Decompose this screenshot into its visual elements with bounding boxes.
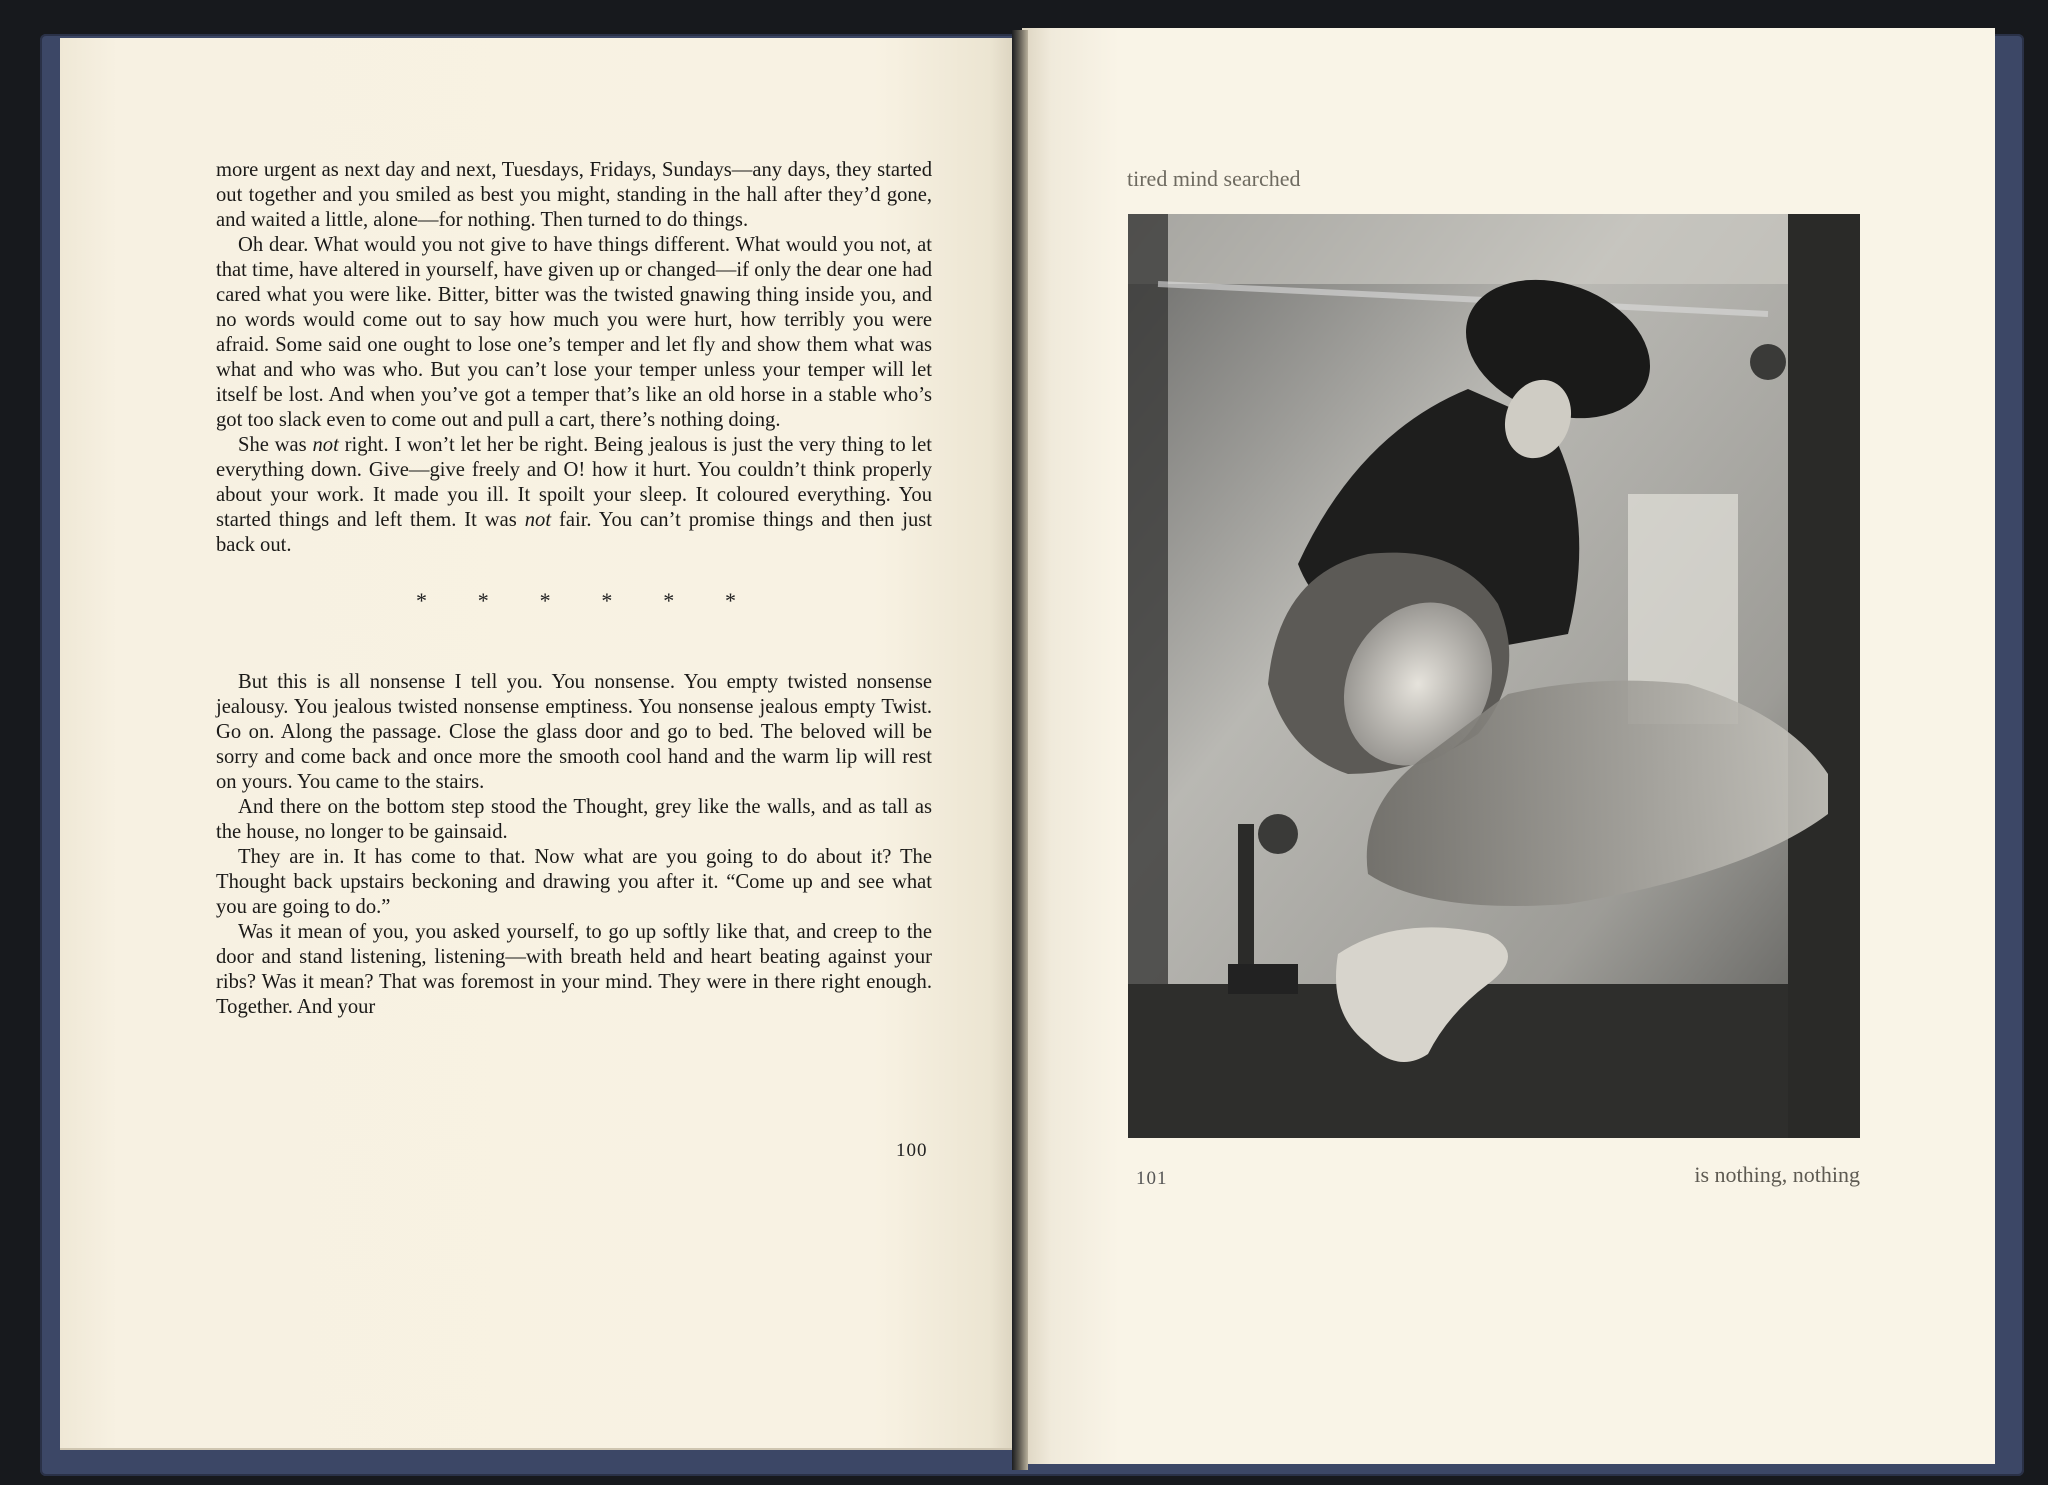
photomontage-image: [1128, 214, 1860, 1138]
paragraph: Was it mean of you, you asked yourself, to go up softly like that, and creep to the door and stand listening, listening—with breath held and heart beating against your ribs? Was it mean? That was foremost in your mind. They were in there right enough. Together. And your: [216, 921, 932, 1018]
paragraph: They are in. It has come to that. Now what are you going to do about it? The Thought back upstairs beckoning and drawing you after it. “Come up and see what you are going to do.”: [216, 846, 932, 918]
paragraph: She was not right. I won’t let her be right. Being jealous is just the very thing to let everything down. Give—give freely and O! how it hurt. You couldn’t think properly about your work. It made you ill. It spoilt your sleep. It coloured everything. You started things and left them. It was not fair. You can’t promise things and then just back out.: [216, 434, 933, 556]
asterisk: *: [663, 588, 675, 613]
photo-caption-top: tired mind searched: [1127, 166, 1301, 191]
asterisk: *: [539, 588, 551, 613]
paragraph: And there on the bottom step stood the Thought, grey like the walls, and as tall as the house, no longer to be gainsaid.: [216, 796, 932, 843]
paragraph: Oh dear. What would you not give to have things different. What would you not, at that time, have altered in yourself, have given up or changed—if only the dear one had cared what you were like. Bitter, bitter was the twisted gnawing thing inside you, and no words would come out to say how much you were hurt, how terribly you were afraid. Some said one ought to lose one’s temper and let fly and show them what was what and who was who. But you can’t lose your temper unless your temper will let itself be lost. And when you’ve got a temper that’s like an old horse in a stable who’s got too slack even to come out and pull a cart, there’s nothing doing.: [216, 234, 932, 431]
asterisk: *: [601, 588, 613, 613]
asterisk: *: [724, 588, 736, 613]
page-number-right: 101: [1136, 1168, 1168, 1189]
paragraph: But this is all nonsense I tell you. You nonsense. You empty twisted nonsense jealousy. You jealous twisted nonsense emptiness. You nonsense jealous empty Twist. Go on. Along the passage. Close the glass door and go to bed. The beloved will be sorry and come back and once more the smooth cool hand and the warm lip will rest on yours. You came to the stairs.: [216, 671, 932, 793]
page-number-left: 100: [896, 1140, 928, 1161]
section-break: [416, 588, 736, 628]
book-gutter: [1012, 30, 1028, 1470]
photo-caption-bottom: is nothing, nothing: [1694, 1162, 1860, 1187]
asterisk: *: [477, 588, 489, 613]
asterisk: *: [416, 588, 427, 613]
left-page-text: [216, 158, 932, 1020]
paragraph: more urgent as next day and next, Tuesdays, Fridays, Sundays—any days, they started out together and you smiled as best you might, standing in the hall after they’d gone, and waited a little, alone—for nothing. Then turned to do things.: [216, 159, 932, 231]
photo-illustration: [1128, 214, 1860, 1138]
